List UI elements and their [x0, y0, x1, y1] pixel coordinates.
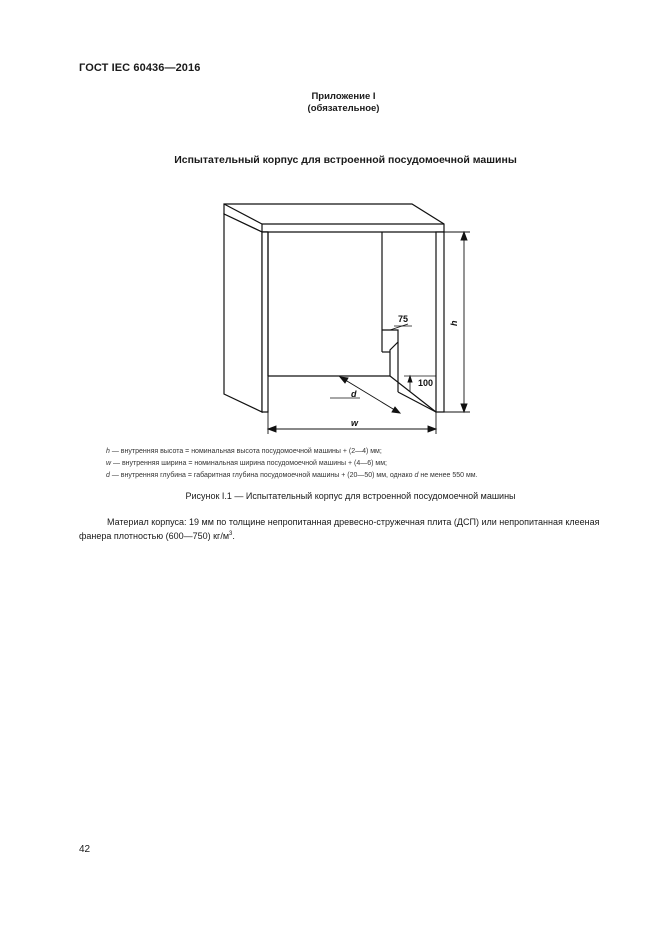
top-panel [224, 204, 444, 232]
appendix-status: (обязательное) [307, 103, 380, 114]
document-standard-header: ГОСТ IEC 60436—2016 [79, 62, 201, 74]
appendix-title: Приложение I [311, 91, 376, 102]
section-title: Испытательный корпус для встроенной посудомоечной машины [174, 154, 517, 166]
back-recess-step [382, 330, 398, 376]
w-label: w [351, 418, 359, 428]
right-side-panel [436, 232, 444, 412]
legend-item: h — внутренняя высота = номинальная высота посудомоечной машины + (2—4) мм; [106, 448, 382, 455]
legend-item: d — внутренняя глубина = габаритная глубина посудомоечной машины + (20—50) мм, однако d не менее 550 мм. [106, 472, 478, 479]
left-side-panel [224, 214, 262, 412]
figure-caption: Рисунок I.1 — Испытательный корпус для встроенной посудомоечной машины [185, 491, 516, 501]
figure-legend [106, 446, 478, 482]
dimension-100-label: 100 [418, 378, 434, 388]
material-paragraph: Материал корпуса: 19 мм по толщине непропитанная древесно-стружечная плита (ДСП) или непропитанная клееная фанера плотностью (600—750) $кг/м^3$. [79, 517, 600, 541]
page-number: 42 [79, 844, 91, 855]
dimension-75-label: 75 [398, 314, 409, 324]
left-panel-front-edge [262, 232, 268, 412]
test-enclosure-drawing [0, 0, 661, 440]
d-label: d [351, 389, 357, 399]
legend-item: w — внутренняя ширина = номинальная ширина посудомоечной машины + (4—6) мм; [106, 460, 387, 467]
h-label: h [449, 320, 459, 326]
